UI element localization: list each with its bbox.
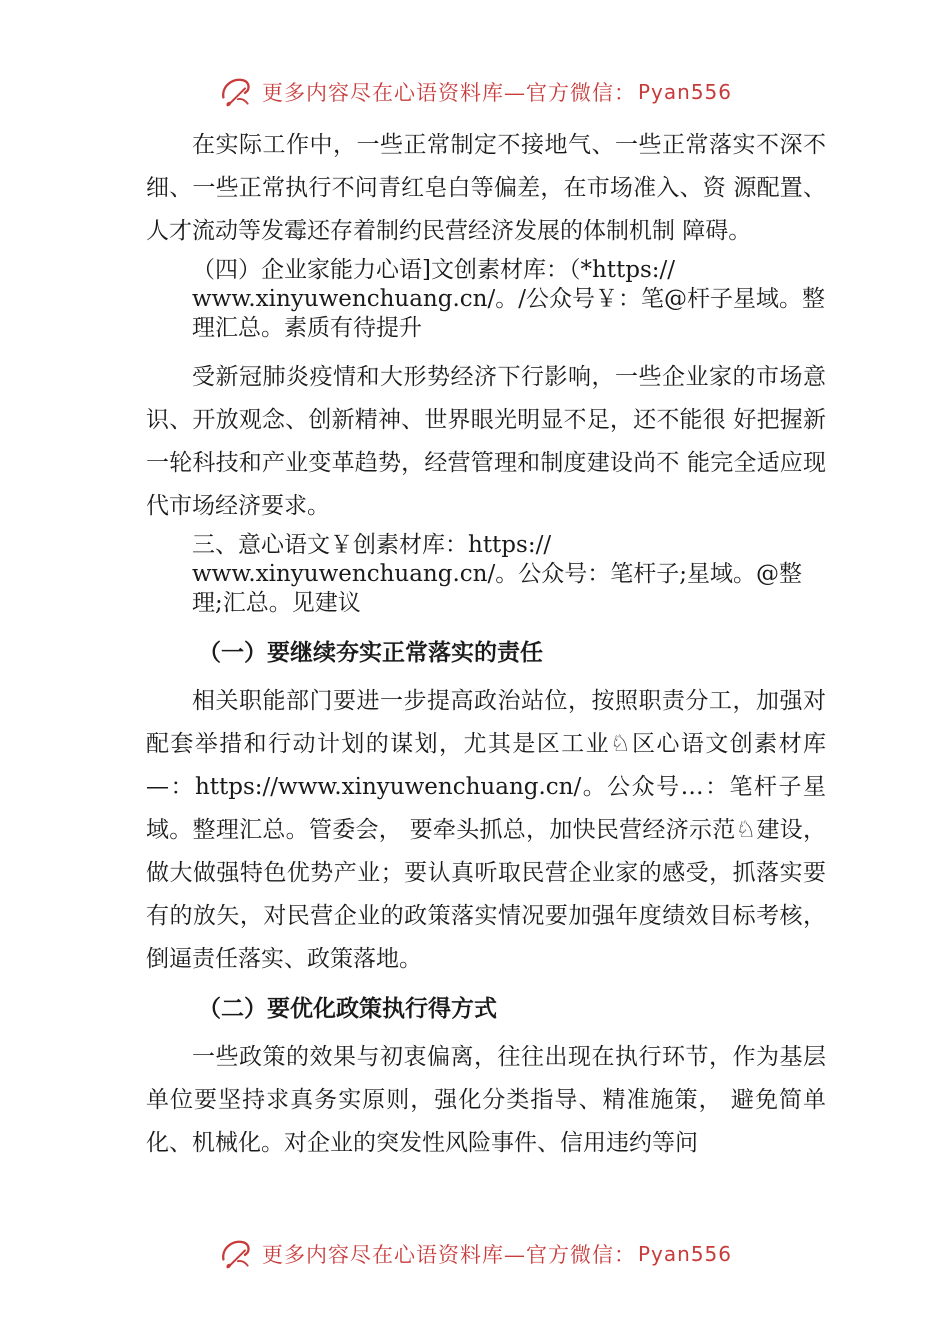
banner-handle: Pyan556 <box>637 1242 732 1266</box>
paragraph: 一些政策的效果与初衷偏离，往往出现在执行环节，作为基层单位要坚持求真务实原则，强化分类指导、精准施策， 避免简单化、机械化。对企业的突发性风险事件、信用违约等问 <box>146 1044 826 1156</box>
paragraph: 相关职能部门要进一步提高政治站位，按照职责分工，加强对配套举措和行动计划的谋划，尤其是区工业♘区心语文创素材库—：https://www.xinyuwenchuang.cn/。公众号…：笔杆子星域。整理汇总。管委会， 要牵头抓总，加快民营经济示范♘建设，做大做强特色优势产业；要认真听取民营企业家的感受，抓落实要有的放矢，对民营企业的政策落实情况要加强年度绩效目标考核，倒逼责任落实、政策落地。 <box>146 688 826 972</box>
footer-banner <box>0 1232 950 1276</box>
brush-logo-icon <box>218 74 254 110</box>
header-banner <box>0 70 950 114</box>
document-body <box>146 124 826 1165</box>
subsection-heading: （二）要优化政策执行得方式 <box>198 995 497 1022</box>
banner-text: 更多内容尽在心语资料库—官方微信： <box>261 81 636 105</box>
banner-handle: Pyan556 <box>637 80 732 104</box>
paragraph: 受新冠肺炎疫情和大形势经济下行影响，一些企业家的市场意识、开放观念、创新精神、世界眼光明显不足，还不能很 好把握新一轮科技和产业变革趋势，经营管理和制度建设尚不 能完全适应现代市场经济要求。 <box>146 364 826 519</box>
subsection-heading: （一）要继续夯实正常落实的责任 <box>198 639 543 666</box>
section-heading-watermarked: （四）企业家能力心语]文创素材库：（*https:// www.xinyuwenchuang.cn/。/公众号￥：笔@杆子星域。整理汇总。素质有待提升 <box>192 257 825 341</box>
section-heading-watermarked: 三、意心语文￥创素材库：https:// www.xinyuwenchuang.cn/。公众号：笔杆子;星域。@整理;汇总。见建议 <box>192 532 802 616</box>
paragraph: 在实际工作中，一些正常制定不接地气、一些正常落实不深不细、一些正常执行不问青红皂白等偏差，在市场准入、资 源配置、人才流动等发霉还存着制约民营经济发展的体制机制 障碍。 <box>146 132 826 244</box>
banner-text: 更多内容尽在心语资料库—官方微信： <box>261 1243 636 1267</box>
brush-logo-icon <box>218 1236 254 1272</box>
